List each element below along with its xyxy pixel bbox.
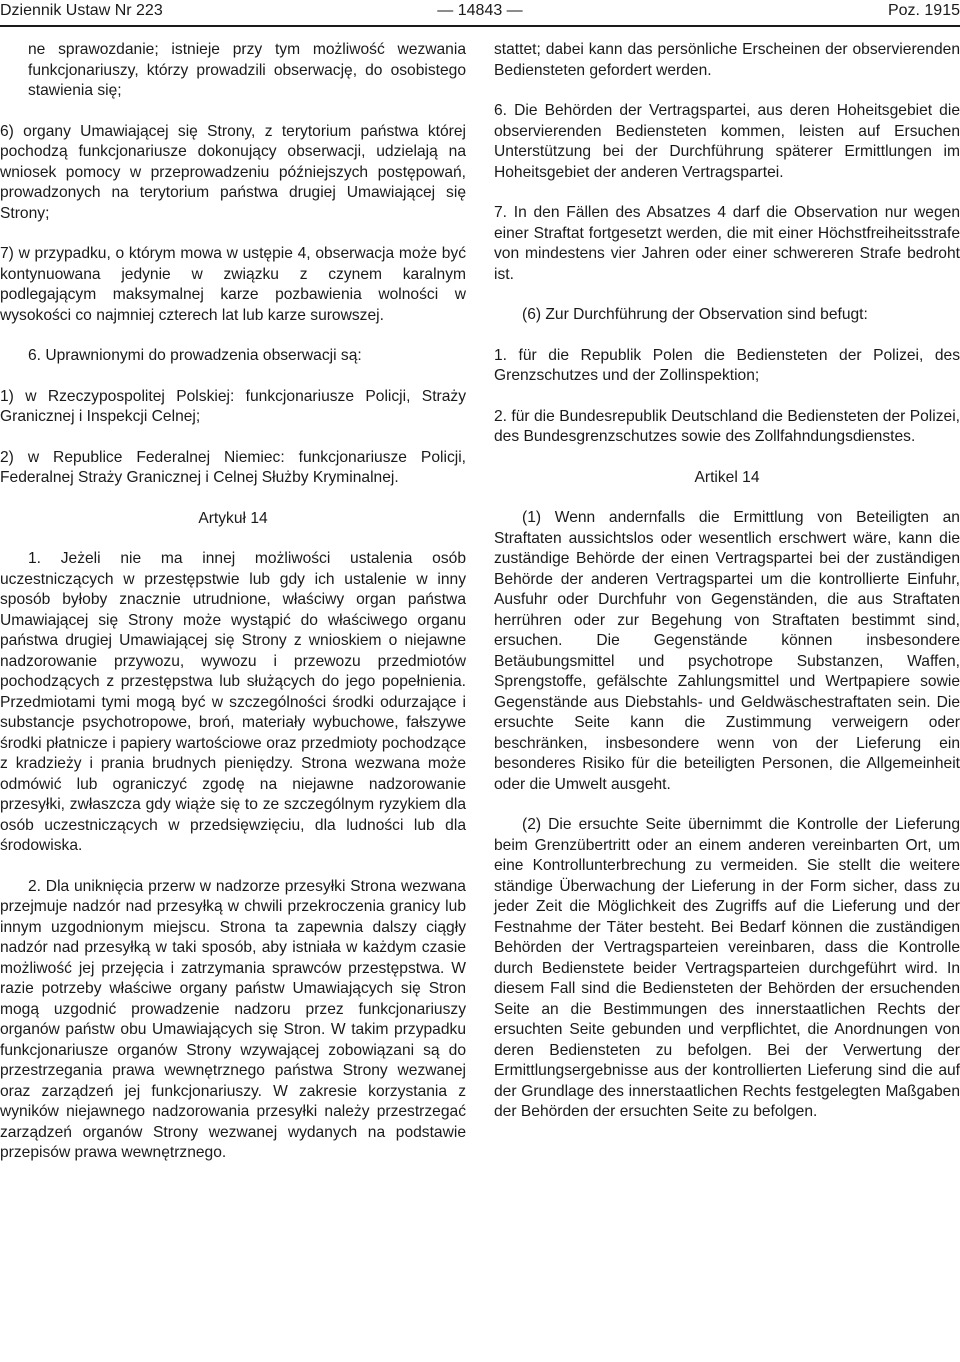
- pl-section-6: 6. Uprawnionymi do prowadzenia obserwacji są:: [28, 347, 362, 364]
- pl-section-6-item-2: 2) w Republice Federalnej Niemiec: funkcjonariusze Policji, Federalnej Straży Granicznej i Celnej Służby Kryminalnej.: [0, 448, 466, 486]
- page-header: [0, 0, 960, 26]
- de-section-6: (6) Zur Durchführung der Observation sind befugt:: [522, 306, 868, 323]
- pl-article-para-2: 2. Dla uniknięcia przerw w nadzorze przesyłki Strona wezwana przejmuje nadzór nad przesyłką w chwili przekroczenia granicy lub innym uzgodnionym miejscu. Strona ta zapewnia dalszy ciągły nadzór nad przesyłką w taki sposób, aby istniała w każdym czasie możliwość jej przejęcia i zatrzymania sprawców przestępstwa. W razie potrzeby właściwe organy państw Umawiających się Stron mogą uzgodnić prowadzenie nadzoru przez funkcjonariuszy organów państw obu Umawiających się Stron. W takim przypadku funkcjonariusze organów Strony wzywającej zobowiązani są do przestrzegania prawa wewnętrznego państwa Strony wezwanej oraz zarządzeń jej funkcjonariuszy. W zakresie korzystania z wyników niejawnego nadzorowania przesyłki należy przestrzegać zarządzeń organów Strony wezwanej wydanych na podstawie przepisów prawa wewnętrznego.: [0, 877, 466, 1161]
- pl-article-heading: Artykuł 14: [198, 509, 268, 527]
- polish-column: [0, 40, 466, 1164]
- de-item-6: 6. Die Behörden der Vertragspartei, aus deren Hoheitsgebiet die observierenden Bediensteten kommen, leisten auf Ersuchen Unterstützung bei der Durchführung späterer Ermittlungen im Hoheitsgebiet der anderen Vertragspartei.: [494, 102, 960, 181]
- position-number: Poz. 1915: [887, 2, 960, 19]
- pl-continuation: ne sprawozdanie; istnieje przy tym możliwość wezwania funkcjonariuszy, którzy prowadzili obserwację, do osobistego stawienia się;: [28, 41, 466, 99]
- de-section-6-item-1: 1. für die Republik Polen die Bediensteten der Polizei, des Grenzschutzes und der Zollinspektion;: [494, 346, 960, 384]
- journal-title: Dziennik Ustaw Nr 223: [0, 2, 163, 19]
- de-section-6-item-2: 2. für die Bundesrepublik Deutschland die Bediensteten der Polizei, des Bundesgrenzschutzes sowie des Zollfahndungsdienstes.: [494, 407, 960, 445]
- pl-item-6: 6) organy Umawiającej się Strony, z terytorium państwa której pochodzą funkcjonariusze dokonujący obserwacji, udzielają na wniosek pomocy w przeprowadzeniu późniejszych postępowań, prowadzonych na terytorium państwa drugiej Umawiającej się Strony;: [0, 122, 466, 222]
- de-article-para-1: (1) Wenn andernfalls die Ermittlung von Beteiligten an Straftaten aussichtslos oder wesentlich erschwert wäre, kann die zuständige Behörde der einen Vertragspartei bei der zuständigen Behörde der anderen Vertragspartei um die kontrollierte Einfuhr, Ausfuhr oder Durchfuhr von Gegenständen, die aus Straftaten herrühren oder zur Begehung von Straftaten bestimmt sind, ersuchen. Die Gegenstände können insbesondere Betäubungsmittel und psychotrope Substanzen, Waffen, Sprengstoffe, gefälschte Zahlungsmittel und Wertpapiere sowie Gegenstände aus Diebstahls- und Geldwäschestraftaten sein. Die ersuchte Seite kann die Zustimmung verweigern oder beschränken, insbesondere wenn von der Lieferung ein besonderes Risiko für die beteiligten Personen, die Allgemeinheit oder die Umwelt ausgeht.: [494, 509, 960, 793]
- de-continuation: stattet; dabei kann das persönliche Erscheinen der observierenden Bediensteten gefordert werden.: [494, 41, 960, 79]
- de-article-heading: Artikel 14: [694, 468, 760, 486]
- header-rule: [0, 25, 960, 27]
- pl-section-6-item-1: 1) w Rzeczypospolitej Polskiej: funkcjonariusze Policji, Straży Granicznej i Inspekcji Celnej;: [0, 387, 466, 425]
- page-number: — 14843 —: [437, 2, 523, 19]
- pl-article-para-1: 1. Jeżeli nie ma innej możliwości ustalenia osób uczestniczących w przestępstwie lub gdy ich ustalenie w inny sposób byłoby znacznie utrudnione, właściwy organ państwa Umawiającej się Strony może wystąpić do właściwego organu państwa drugiej Umawiającej się Strony z wnioskiem o niejawne nadzorowanie przywozu, wywozu i przewozu przedmiotów pochodzących z przestępstwa lub służących do jego popełnienia. Przedmiotami tymi mogą być w szczególności środki odurzające i substancje psychotropowe, broń, materiały wybuchowe, fałszywe środki płatnicze i papiery wartościowe oraz przedmioty pochodzące z kradzieży i prania brudnych pieniędzy. Strona wezwana może odmówić lub ograniczyć zgodę na niejawne nadzorowanie przesyłki, zwłaszcza gdy wiąże się to ze szczególnym ryzykiem dla osób uczestniczących w przedsięwzięciu, dla ludności lub dla środowiska.: [0, 550, 466, 854]
- german-column: [494, 40, 960, 1123]
- de-article-para-2: (2) Die ersuchte Seite übernimmt die Kontrolle der Lieferung beim Grenzübertritt oder an einem anderen vereinbarten Ort, um eine Kontrollunterbrechung zu vermeiden. Sie stellt die weitere ständige Überwachung der Lieferung in der Form sicher, dass zu jeder Zeit die Möglichkeit des Zugriffs auf die Lieferung und der Festnahme der Täter besteht. Bei Bedarf können die zuständigen Behörden der Vertragsparteien vereinbaren, dass die Kontrolle durch Bedienstete beider Vertragsparteien durchgeführt wird. In diesem Fall sind die Bediensteten der Behörden der ersuchenden Seite an die Bestimmungen des innerstaatlichen Rechts der ersuchten Seite gebunden und verpflichtet, die Anordnungen von deren Bediensteten zu befolgen. Bei der Verwertung der Ermittlungsergebnisse aus der kontrollierten Lieferung sind die auf der Grundlage des innerstaatlichen Rechts festgelegten Maßgaben der Behörden der ersuchten Seite zu befolgen.: [494, 816, 960, 1120]
- de-item-7: 7. In den Fällen des Absatzes 4 darf die Observation nur wegen einer Straftat fortgesetzt werden, die mit einer Höchstfreiheitsstrafe von mindestens vier Jahren oder einer schwereren Strafe bedroht ist.: [494, 204, 960, 283]
- pl-item-7: 7) w przypadku, o którym mowa w ustępie 4, obserwacja może być kontynuowana jedynie w związku z czynem karalnym podlegającym maksymalnej karze pozbawienia wolności w wysokości co najmniej czterech lat lub karze surowszej.: [0, 245, 466, 324]
